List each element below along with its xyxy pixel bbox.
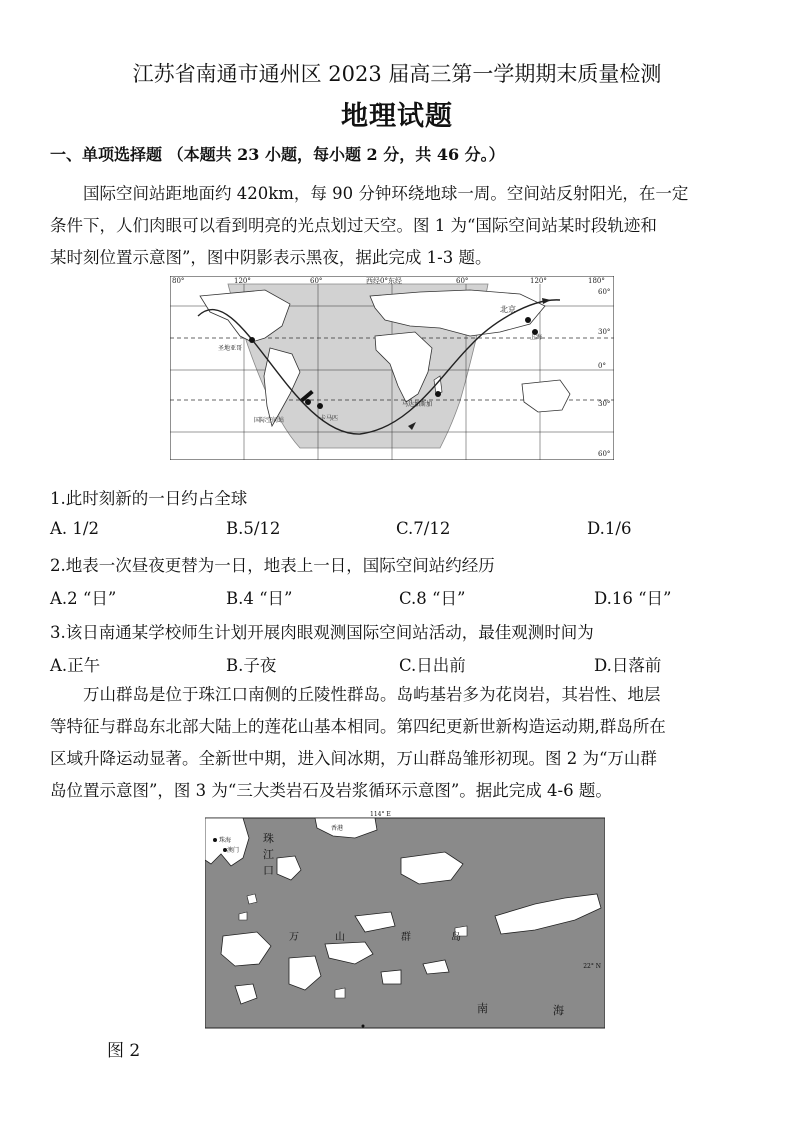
place-label: 圣地亚哥 [218, 345, 243, 352]
passage-2-line: 万山群岛是位于珠江口南侧的丘陵性群岛。岛屿基岩多为花岗岩，其岩性、地层 [83, 685, 661, 704]
islands-label: 山 [335, 932, 345, 943]
question-3-stem: 3.该日南通某学校师生计划开展肉眼观测国际空间站活动，最佳观测时间为 [50, 623, 594, 642]
lon-label: 114° E [370, 811, 391, 818]
question-2-options [50, 585, 750, 607]
question-2-stem: 2.地表一次昼夜更替为一日，地表上一日，国际空间站约经历 [50, 556, 495, 575]
place-label: 国际空间站 [254, 417, 285, 424]
passage-1-line: 条件下，人们肉眼可以看到明亮的光点划过天空。图 1 为“国际空间站某时段轨迹和 [50, 216, 657, 235]
question-1-options [50, 519, 750, 541]
place-label: 澳门 [227, 847, 240, 854]
option-d: D.1/6 [587, 519, 632, 538]
islands-label: 群 [401, 932, 411, 943]
lat-label: 30° [598, 400, 611, 408]
lon-label: 60° [456, 277, 469, 285]
passage-2-line: 区域升降运动显著。全新世中期，进入间冰期，万山群岛雏形初现。图 2 为“万山群 [50, 749, 657, 768]
option-a: A.正午 [50, 656, 101, 675]
passage-1 [50, 178, 750, 274]
island [381, 970, 401, 984]
figure-2-wanshan-map [205, 808, 605, 1030]
estuary-label: 口 [263, 864, 274, 877]
passage-1-line: 某时刻位置示意图”，图中阴影表示黑夜，据此完成 1-3 题。 [50, 248, 492, 267]
islands-label: 万 [289, 932, 299, 943]
exam-title: 江苏省南通市通州区 2023 届高三第一学期期末质量检测 [132, 62, 662, 86]
passage-2-line: 等特征与群岛东北部大陆上的莲花山基本相同。第四纪更新世新构造运动期,群岛所在 [50, 717, 666, 736]
estuary-label: 珠 [263, 832, 274, 845]
option-a: A. 1/2 [50, 519, 99, 538]
marker-zhuhai [213, 838, 217, 842]
section-heading: 一、单项选择题 （本题共 23 小题，每小题 2 分，共 46 分。） [50, 145, 505, 164]
lon-label: 120° [234, 277, 251, 285]
passage-2-line: 岛位置示意图”，图 3 为“三大类岩石及岩浆循环示意图”。据此完成 4-6 题。 [50, 781, 612, 800]
passage-1-line: 国际空间站距地面约 420km，每 90 分钟环绕地球一周。空间站反射阳光，在一定 [83, 184, 689, 203]
lat-label: 60° [598, 288, 611, 296]
option-b: B.子夜 [226, 656, 277, 675]
exam-subject: 地理试题 [341, 101, 453, 132]
islet [247, 894, 257, 904]
option-c: C.日出前 [399, 656, 466, 675]
estuary-label: 江 [263, 848, 274, 861]
passage-2 [50, 679, 750, 807]
place-label: 马达加斯加 [402, 401, 433, 408]
place-label: 卡马匹 [320, 415, 339, 422]
figure-1-iss-map [170, 276, 614, 460]
option-b: B.5/12 [226, 519, 281, 538]
option-c: C.8 “日” [399, 589, 466, 608]
sea-label: 南 [477, 1002, 488, 1015]
place-label: 珠海 [219, 837, 232, 844]
place-label: 北京 [500, 305, 516, 314]
option-a: A.2 “日” [50, 589, 117, 608]
lon-label: 西经0°东经 [366, 277, 402, 285]
islands-label: 岛 [451, 932, 461, 943]
point-beijing [525, 317, 531, 323]
point-kamapi [317, 403, 323, 409]
point-iss [305, 399, 311, 405]
option-d: D.日落前 [594, 656, 662, 675]
lon-label: 180° [588, 277, 605, 285]
lon-label: 80° [172, 277, 185, 285]
point-madagascar [435, 391, 441, 397]
question-3-options [50, 652, 750, 674]
option-d: D.16 “日” [594, 589, 672, 608]
lat-label: 22° N [583, 963, 601, 970]
option-b: B.4 “日” [226, 589, 293, 608]
marker [362, 1025, 365, 1028]
place-label: 上海 [530, 334, 543, 341]
place-label: 香港 [331, 825, 344, 832]
sea-label: 海 [553, 1004, 564, 1017]
figure-2-caption: 图 2 [107, 1041, 141, 1061]
lon-label: 60° [310, 277, 323, 285]
option-c: C.7/12 [396, 519, 451, 538]
lat-label: 60° [598, 450, 611, 458]
question-1-stem: 1.此时刻新的一日约占全球 [50, 489, 248, 508]
point-santiago [249, 337, 255, 343]
lat-label: 0° [598, 362, 606, 370]
lat-label: 30° [598, 328, 611, 336]
lon-label: 120° [530, 277, 547, 285]
islet [335, 988, 345, 998]
